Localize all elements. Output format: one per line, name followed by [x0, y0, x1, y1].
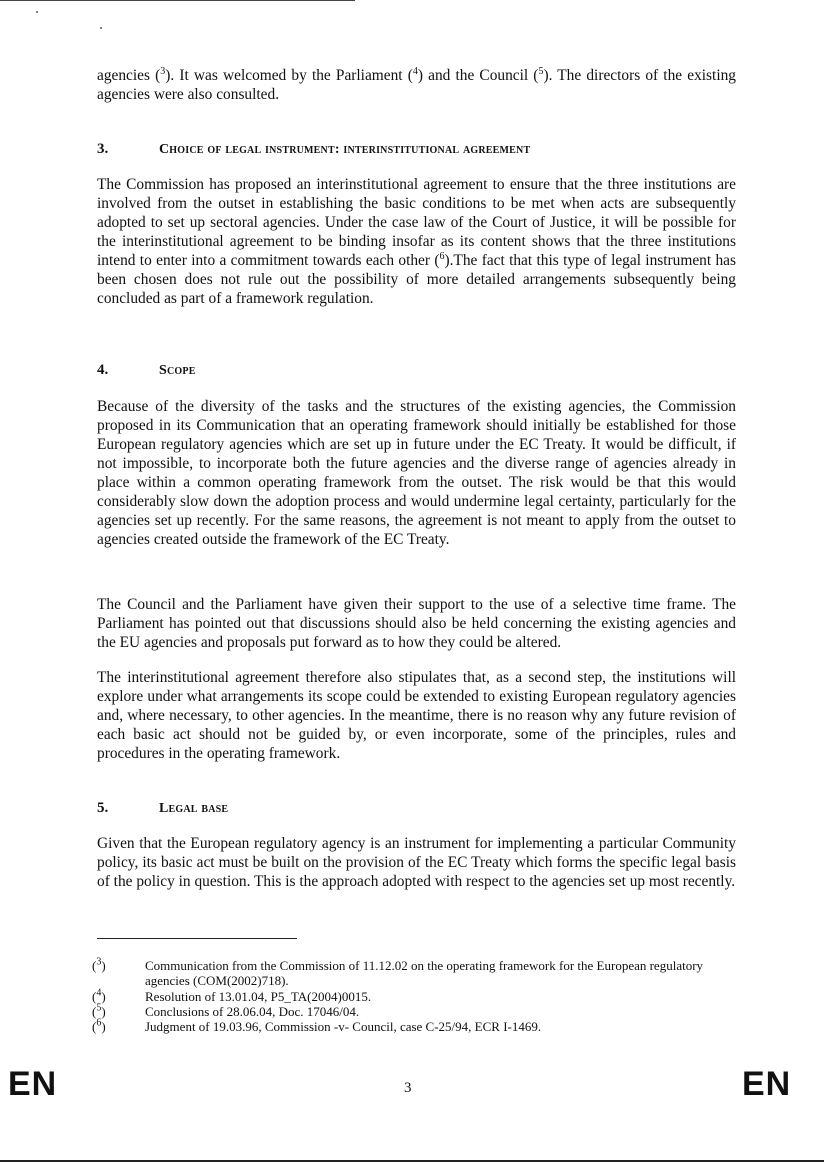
section-heading-3	[97, 141, 530, 158]
intro-paragraph	[97, 66, 736, 104]
text-run: agencies (	[97, 67, 161, 84]
section-title: Scope	[159, 363, 196, 378]
footnote-ref: 4	[412, 65, 418, 77]
paragraph: The Council and the Parliament have given their support to the use of a selective time frame. The Parliament has pointed out that discussions should also be held concerning the existing agencies and the EU agencies and proposals put forward as to how they could be altered.	[97, 596, 736, 651]
scan-edge-top	[0, 0, 355, 1]
text-run: ).The fact that this type of legal instrument has been chosen does not rule out the possibility of more detailed arrangements subsequently being concluded as part of a framework regulation.	[97, 252, 736, 307]
scan-speck	[36, 11, 38, 13]
section-3-paragraph	[97, 175, 736, 308]
footnote-text: Judgment of 19.03.96, Commission -v- Council, case C-25/94, ECR I-1469.	[145, 1019, 542, 1034]
paragraph: Because of the diversity of the tasks and the structures of the existing agencies, the Commission proposed in its Communication that an operating framework should initially be established for those European regulatory agencies which are set up in future under the EC Treaty. It would be difficult, if not impossible, to incorporate both the future agencies and the diverse range of agencies already in place within a common operating framework from the outset. The risk would be that this would considerably slow down the adoption process and would undermine legal certainty, particularly for the agencies set up recently. For the same reasons, the agreement is not meant to apply from the outset to agencies created outside the framework of the EC Treaty.	[97, 398, 736, 548]
text-run: ) and the Council (	[417, 67, 539, 84]
scan-speck	[100, 27, 102, 29]
section-4-paragraph-3	[97, 668, 736, 763]
section-4-paragraph-2	[97, 595, 736, 652]
section-number: 4.	[97, 362, 109, 378]
paragraph: Given that the European regulatory agency is an instrument for implementing a particular Community policy, its basic act must be built on the provision of the EC Treaty which forms the specific legal basis of the policy in question. This is the approach adopted with respect to the agencies set up most recently.	[97, 835, 736, 890]
paragraph: The interinstitutional agreement therefore also stipulates that, as a second step, the institutions will explore under what arrangements its scope could be extended to existing European regulatory agencies and, where necessary, to other agencies. In the meantime, there is no reason why any future revision of each basic act should not be guided by, or even incorporate, some of the principles, rules and procedures in the operating framework.	[97, 669, 736, 762]
footnote-marker: ($^5$)	[92, 1002, 106, 1019]
footnote-3	[92, 958, 742, 988]
text-run: ). The directors of the existing agencies were also consulted.	[97, 67, 736, 103]
text-run: ). It was welcomed by the Parliament (	[165, 67, 413, 84]
section-5-paragraph-1	[97, 834, 736, 891]
language-code-right: EN	[742, 1065, 792, 1103]
section-title: Legal base	[159, 801, 229, 816]
footnote-text: Communication from the Commission of 11.12.02 on the operating framework for the European regulatory agencies (COM(2002)718).	[145, 958, 704, 988]
section-heading-5	[97, 800, 228, 817]
footnote-ref: 5	[538, 65, 544, 77]
footnote-5	[92, 1004, 742, 1019]
text-run: The Commission has proposed an interinstitutional agreement to ensure that the three institutions are involved from the outset in establishing the basic conditions to be met when acts are subsequently adopted to set up sectoral agencies. Under the case law of the Court of Justice, it will be possible for the interinstitutional agreement to be binding insofar as its content shows that the three institutions intend to enter into a commitment towards each other (	[97, 176, 736, 269]
footnote-6	[92, 1019, 742, 1034]
footnote-4	[92, 989, 742, 1004]
section-title: Choice of legal instrument: interinstitutional agreement	[159, 142, 531, 157]
footnote-marker: ($^4$)	[92, 987, 106, 1004]
footnote-marker: ($^3$)	[92, 956, 106, 973]
section-number: 3.	[97, 141, 109, 157]
footnote-text: Conclusions of 28.06.04, Doc. 17046/04.	[145, 1004, 360, 1019]
footnote-text: Resolution of 13.01.04, P5_TA(2004)0015.	[145, 989, 372, 1004]
language-code-left: EN	[8, 1065, 58, 1103]
footnote-separator	[97, 938, 297, 939]
section-4-paragraph-1	[97, 397, 736, 549]
section-number: 5.	[97, 800, 109, 816]
footnote-ref: 6	[439, 250, 445, 262]
footnote-ref: 3	[160, 65, 166, 77]
page-number: 3	[404, 1080, 412, 1096]
footnote-marker: ($^6$)	[92, 1017, 106, 1034]
section-heading-4	[97, 362, 196, 379]
